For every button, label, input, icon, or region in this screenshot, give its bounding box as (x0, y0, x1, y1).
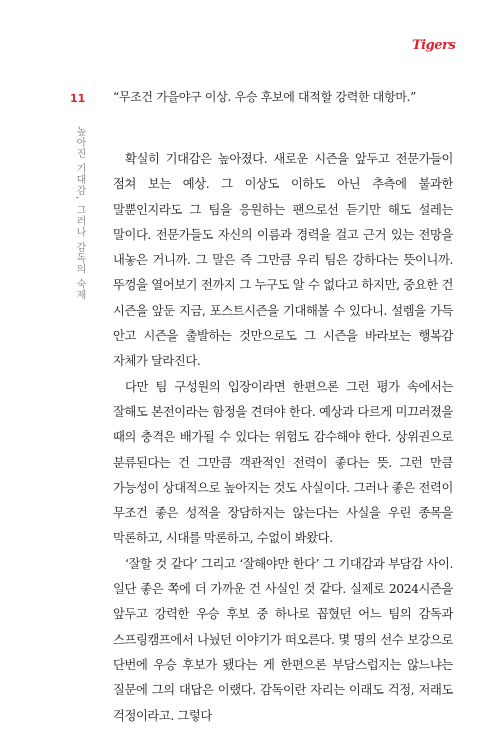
page-number: 11 (70, 92, 86, 105)
pull-quote: “무조건 가을야구 이상. 우승 후보에 대적할 강력한 대항마.” (113, 90, 417, 104)
team-logo: Tigers (412, 38, 456, 53)
paragraph-3: ‘잘할 것 같다’ 그리고 ‘잘해야만 한다’ 그 기대감과 부담감 사이. 일단 좋은 쪽에 더 가까운 건 사실인 것 같다. 실제로 2024시즌을 앞두고 강력한 우승 후보 중 하나로 꼽혔던 어느 팀의 감독과 스프링캠프에서 나눴던 이야기가 떠오른다. 몇 명의 선수 보강으로 단번에 우승 후보가 됐다는 게 한편으론 부담스럽지는 않느냐는 질문에 그의 대답은 이랬다. 감독이란 자리는 이래도 걱정, 저래도 걱정이라고. 그렇다 (113, 556, 453, 723)
body-text (113, 147, 453, 729)
running-title: 높아진 기대감, 그러나 감독의 숙제 (74, 126, 85, 301)
paragraph-2: 다만 팀 구성원의 입장이라면 한편으론 그런 평가 속에서는 잘해도 본전이라는 함정을 견뎌야 한다. 예상과 다르게 미끄러졌을 때의 충격은 배가될 수 있다는 위험도 감수해야 한다. 상위권으로 분류된다는 건 그만큼 객관적인 전력이 좋다는 뜻. 그런 만큼 가능성이 상대적으로 높아지는 것도 사실이다. 그러나 좋은 전력이 무조건 좋은 성적을 장담하지는 않는다는 사실을 우린 종목을 막론하고, 시대를 막론하고, 수없이 봐왔다. (113, 379, 453, 546)
paragraph-1: 확실히 기대감은 높아졌다. 새로운 시즌을 앞두고 전문가들이 점쳐 보는 예상. 그 이상도 이하도 아닌 추측에 불과한 말뿐인지라도 그 팀을 응원하는 팬으로선 듣기만 해도 설레는 말이다. 전문가들도 자신의 이름과 경력을 걸고 근거 있는 전망을 내놓은 거니까. 그 말은 즉 그만큼 우리 팀은 강하다는 뜻이니까. 뚜껑을 열어보기 전까지 그 누구도 알 수 없다고 하지만, 중요한 건 시즌을 앞둔 지금, 포스트시즌을 기대해볼 수 있다니. 설렘을 가득 안고 시즌을 출발하는 것만으로도 그 시즌을 바라보는 행복감 자체가 달라진다. (113, 152, 453, 369)
